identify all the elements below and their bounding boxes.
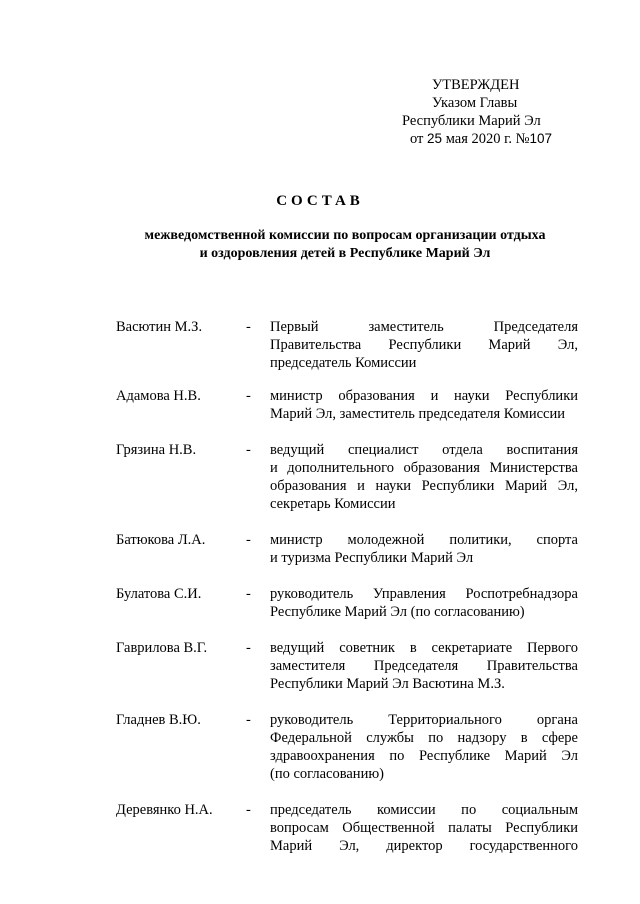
member-role-line: председатель Комиссии bbox=[270, 355, 417, 371]
member-name: Гладнев В.Ю. bbox=[116, 712, 201, 728]
member-role bbox=[270, 531, 578, 567]
member-dash: - bbox=[246, 442, 251, 458]
approval-date-line bbox=[400, 130, 600, 148]
document-subtitle bbox=[100, 227, 590, 263]
member-role-line: секретарь Комиссии bbox=[270, 496, 396, 512]
member-role-line: министр образования и науки Республики bbox=[270, 388, 578, 404]
member-role-line: председатель комиссии по социальным bbox=[270, 802, 578, 818]
member-dash: - bbox=[246, 640, 251, 656]
member-name: Грязина Н.В. bbox=[116, 442, 197, 458]
member-role-line: Марий Эл, директор государственного bbox=[270, 838, 578, 854]
member-row bbox=[116, 531, 578, 567]
member-role-line: (по согласованию) bbox=[270, 766, 384, 782]
member-dash: - bbox=[246, 586, 251, 602]
member-name: Булатова С.И. bbox=[116, 586, 202, 602]
member-name: Васютин М.З. bbox=[116, 319, 203, 335]
member-role-line: министр молодежной политики, спорта bbox=[270, 532, 578, 548]
member-row bbox=[116, 801, 578, 855]
member-role-line: руководитель Управления Роспотребнадзора bbox=[270, 586, 578, 602]
member-row bbox=[116, 639, 578, 693]
member-role bbox=[270, 801, 578, 855]
approval-republic: Республики Марий Эл bbox=[402, 113, 541, 129]
member-role bbox=[270, 585, 578, 621]
approval-decree-number: 107 bbox=[529, 131, 553, 146]
member-name: Адамова Н.В. bbox=[116, 388, 201, 404]
member-role bbox=[270, 441, 578, 513]
approval-date-day: 25 bbox=[427, 131, 443, 146]
member-role bbox=[270, 639, 578, 693]
member-row bbox=[116, 585, 578, 621]
member-role-line: заместителя Председателя Правительства bbox=[270, 658, 578, 674]
member-role-line: Федеральной службы по надзору в сфере bbox=[270, 730, 578, 746]
member-row bbox=[116, 441, 578, 513]
document-title: СОСТАВ bbox=[276, 193, 364, 209]
member-role bbox=[270, 318, 578, 372]
member-role bbox=[270, 711, 578, 783]
member-role-line: Республике Марий Эл (по согласованию) bbox=[270, 604, 525, 620]
member-role-line: руководитель Территориального органа bbox=[270, 712, 578, 728]
approval-date-prefix: от bbox=[410, 131, 424, 147]
document-subtitle-line1: межведомственной комиссии по вопросам организации отдыха bbox=[144, 228, 546, 243]
member-role-line: Марий Эл, заместитель председателя Комиссии bbox=[270, 406, 565, 422]
member-role-line: Республики Марий Эл Васютина М.З. bbox=[270, 676, 505, 692]
member-dash: - bbox=[246, 712, 251, 728]
member-role-line: Первый заместитель Председателя bbox=[270, 319, 578, 335]
member-role-line: и дополнительного образования Министерства bbox=[270, 460, 578, 476]
document-subtitle-line2: и оздоровления детей в Республике Марий Эл bbox=[199, 246, 491, 261]
member-name: Гаврилова В.Г. bbox=[116, 640, 208, 656]
commission-member-list bbox=[116, 318, 578, 855]
member-role-line: ведущий специалист отдела воспитания bbox=[270, 442, 578, 458]
member-role-line: Правительства Республики Марий Эл, bbox=[270, 337, 578, 353]
member-name: Деревянко Н.А. bbox=[116, 802, 213, 818]
member-row bbox=[116, 318, 578, 372]
member-role-line: образования и науки Республики Марий Эл, bbox=[270, 478, 578, 494]
approval-stamp bbox=[400, 76, 600, 148]
member-role-line: здравоохранения по Республике Марий Эл bbox=[270, 748, 578, 764]
approval-decree: Указом Главы bbox=[432, 95, 518, 111]
member-row bbox=[116, 387, 578, 423]
member-role bbox=[270, 387, 578, 423]
member-dash: - bbox=[246, 532, 251, 548]
member-dash: - bbox=[246, 319, 251, 335]
member-row bbox=[116, 711, 578, 783]
approval-date-mid: мая 2020 г. № bbox=[445, 131, 530, 147]
member-role-line: и туризма Республики Марий Эл bbox=[270, 550, 474, 566]
approval-title: УТВЕРЖДЕН bbox=[432, 77, 520, 93]
member-dash: - bbox=[246, 388, 251, 404]
member-role-line: вопросам Общественной палаты Республики bbox=[270, 820, 578, 836]
member-dash: - bbox=[246, 802, 251, 818]
member-name: Батюкова Л.А. bbox=[116, 532, 206, 548]
member-role-line: ведущий советник в секретариате Первого bbox=[270, 640, 578, 656]
